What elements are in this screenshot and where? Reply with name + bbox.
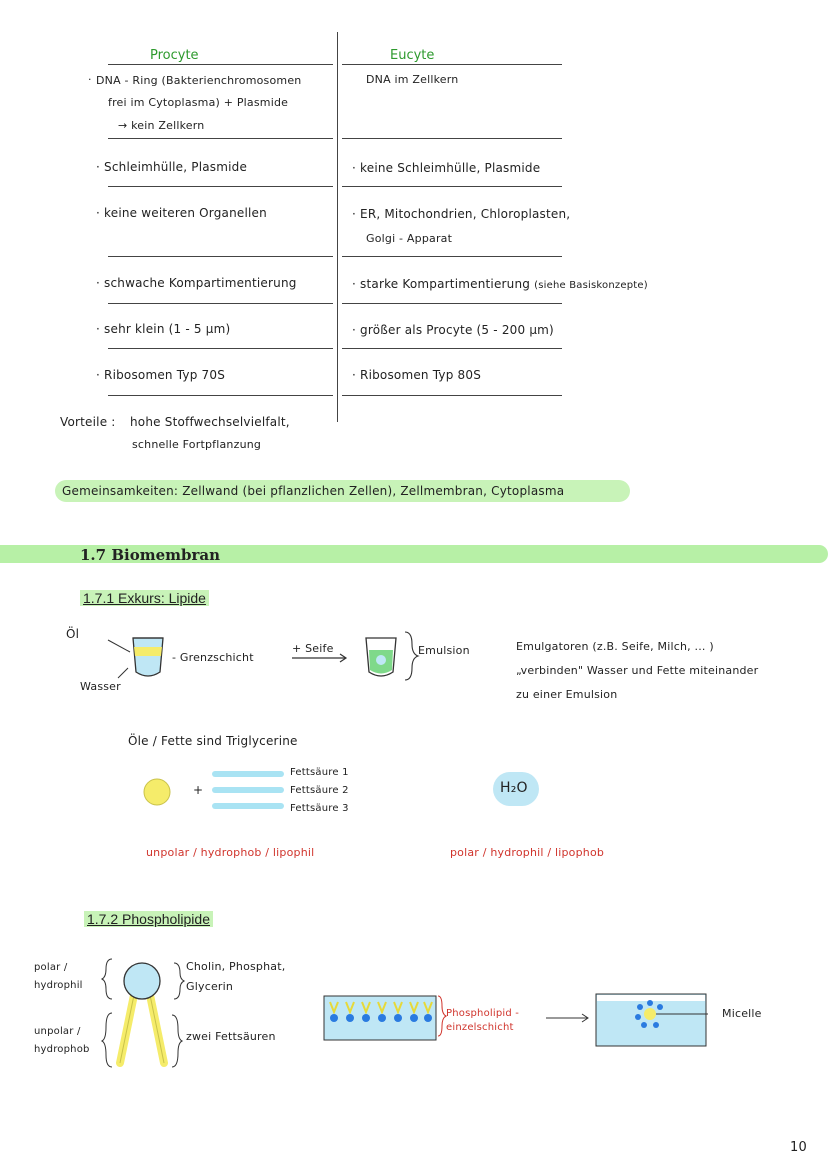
table-divider: [337, 32, 338, 422]
row2-right: · keine Schleimhülle, Plasmide: [352, 161, 541, 175]
polar-label-2: hydrophil: [34, 980, 83, 991]
layer-label-2: einzelschicht: [446, 1022, 514, 1033]
seife-label: + Seife: [292, 642, 334, 655]
phosphate-head-icon: [124, 963, 160, 999]
row6-right-text: Ribosomen Typ 80S: [360, 368, 482, 382]
emulsion-label: Emulsion: [418, 644, 470, 657]
wasser-pointer: [118, 668, 128, 678]
row1-left-line3: → kein Zellkern: [118, 119, 205, 132]
row3-left: · keine weiteren Organellen: [96, 206, 267, 220]
tail-outline-right: [150, 995, 164, 1063]
layer-brace-icon: [438, 996, 446, 1036]
row5-right-text: größer als Procyte (5 - 200 µm): [360, 323, 554, 337]
row1-left-line2: frei im Cytoplasma) + Plasmide: [108, 96, 289, 109]
row6-left-text: Ribosomen Typ 70S: [104, 368, 226, 382]
unpolar-label: unpolar / hydrophob / lipophil: [146, 846, 315, 859]
fettsaeure-1: Fettsäure 1: [290, 767, 349, 778]
row4-left-text: schwache Kompartimentierung: [104, 276, 297, 290]
emulgatoren-line1: Emulgatoren (z.B. Seife, Milch, ... ): [516, 640, 714, 653]
fettsaeure-2: Fettsäure 2: [290, 785, 349, 796]
wasser-label: Wasser: [80, 680, 121, 693]
section-title: 1.7 Biomembran: [80, 546, 221, 564]
polar-label-1: polar /: [34, 962, 68, 973]
vorteile-label: Vorteile :: [60, 415, 116, 429]
row6-left: · Ribosomen Typ 70S: [96, 368, 226, 382]
row5-right: · größer als Procyte (5 - 200 µm): [352, 323, 554, 337]
row2-left-text: Schleimhülle, Plasmide: [104, 160, 248, 174]
row2-right-text: keine Schleimhülle, Plasmide: [360, 161, 541, 175]
row4-right-note: (siehe Basiskonzepte): [534, 280, 648, 291]
page-number: 10: [790, 1140, 807, 1155]
beaker-oil-water-icon: [133, 638, 163, 676]
polar-label: polar / hydrophil / lipophob: [450, 846, 605, 859]
emulgatoren-line3: zu einer Emulsion: [516, 688, 618, 701]
plus-sign: +: [193, 783, 204, 797]
eucyte-header: Eucyte: [390, 48, 435, 63]
row3-right-line1: ER, Mitochondrien, Chloroplasten,: [360, 207, 571, 221]
glycerin-icon: [144, 779, 170, 805]
head-label-2: Glycerin: [186, 980, 234, 993]
tail-outline-left: [120, 995, 134, 1063]
vorteile-line1: hohe Stoffwechselvielfalt,: [130, 415, 290, 429]
gemeinsamkeiten: [62, 484, 564, 498]
lipide-title: 1.7.1 Exkurs: Lipide: [80, 590, 209, 606]
micelle-core: [644, 1008, 656, 1020]
tail-brace-icon: [172, 1015, 182, 1067]
gemeinsamkeiten-text: Zellwand (bei pflanzlichen Zellen), Zellmembran, Cytoplasma: [182, 484, 565, 498]
head-brace-icon: [174, 963, 184, 999]
triglycerid-diagram: [140, 765, 290, 815]
layer-label-1: Phospholipid -: [446, 1008, 520, 1019]
row1-right: DNA im Zellkern: [366, 73, 459, 86]
emulsion-brace-icon: [405, 632, 418, 680]
row4-left: · schwache Kompartimentierung: [96, 276, 297, 290]
row4-right-text: starke Kompartimentierung: [360, 277, 531, 291]
vorteile-line2: schnelle Fortpflanzung: [132, 438, 262, 451]
row3-right: · ER, Mitochondrien, Chloroplasten,: [352, 207, 571, 221]
emulgatoren-line2: „verbinden" Wasser und Fette miteinander: [516, 664, 759, 677]
unpolar-label-1: unpolar /: [34, 1026, 81, 1037]
phospholipid-monolayer-diagram: [320, 990, 450, 1045]
unpolar-label-2: hydrophob: [34, 1044, 90, 1055]
phospholipid-molecule: [100, 955, 190, 1070]
row4-right: · starke Kompartimentierung (siehe Basiskonzepte): [352, 277, 648, 291]
head-label-1: Cholin, Phosphat,: [186, 960, 286, 973]
row2-left: · Schleimhülle, Plasmide: [96, 160, 248, 174]
oel-pointer: [108, 640, 130, 652]
micelle-label: Micelle: [722, 1007, 762, 1020]
row5-left: · sehr klein (1 - 5 µm): [96, 322, 231, 336]
fettsaeure-bar-3: [212, 803, 284, 809]
polar-brace-icon: [102, 959, 112, 999]
vorteile-label-text: Vorteile: [60, 415, 108, 429]
container-air-gap: [597, 995, 705, 1001]
unpolar-brace-icon: [102, 1013, 112, 1067]
procyte-header: Procyte: [150, 48, 199, 63]
row1-left-line1: DNA - Ring (Bakterienchromosomen: [96, 74, 302, 87]
water-formula: H₂O: [500, 780, 528, 796]
row6-right: · Ribosomen Typ 80S: [352, 368, 482, 382]
fettsaeure-bar-1: [212, 771, 284, 777]
gemeinsamkeiten-label: Gemeinsamkeiten:: [62, 484, 179, 498]
row3-right-line2: Golgi - Apparat: [366, 232, 453, 245]
triglycerine-text: Öle / Fette sind Triglycerine: [128, 734, 298, 748]
bullet: ·: [88, 73, 92, 86]
fettsaeure-3: Fettsäure 3: [290, 803, 349, 814]
row5-left-text: sehr klein (1 - 5 µm): [104, 322, 231, 336]
beaker-emulsion-icon: [366, 638, 396, 676]
row3-left-text: keine weiteren Organellen: [104, 206, 267, 220]
micelle-diagram: [540, 990, 760, 1050]
phospholipide-title: 1.7.2 Phospholipide: [84, 911, 213, 927]
oel-label: Öl: [66, 627, 80, 641]
fettsaeure-bar-2: [212, 787, 284, 793]
tail-label: zwei Fettsäuren: [186, 1030, 276, 1043]
grenzschicht-label: - Grenzschicht: [172, 651, 254, 664]
